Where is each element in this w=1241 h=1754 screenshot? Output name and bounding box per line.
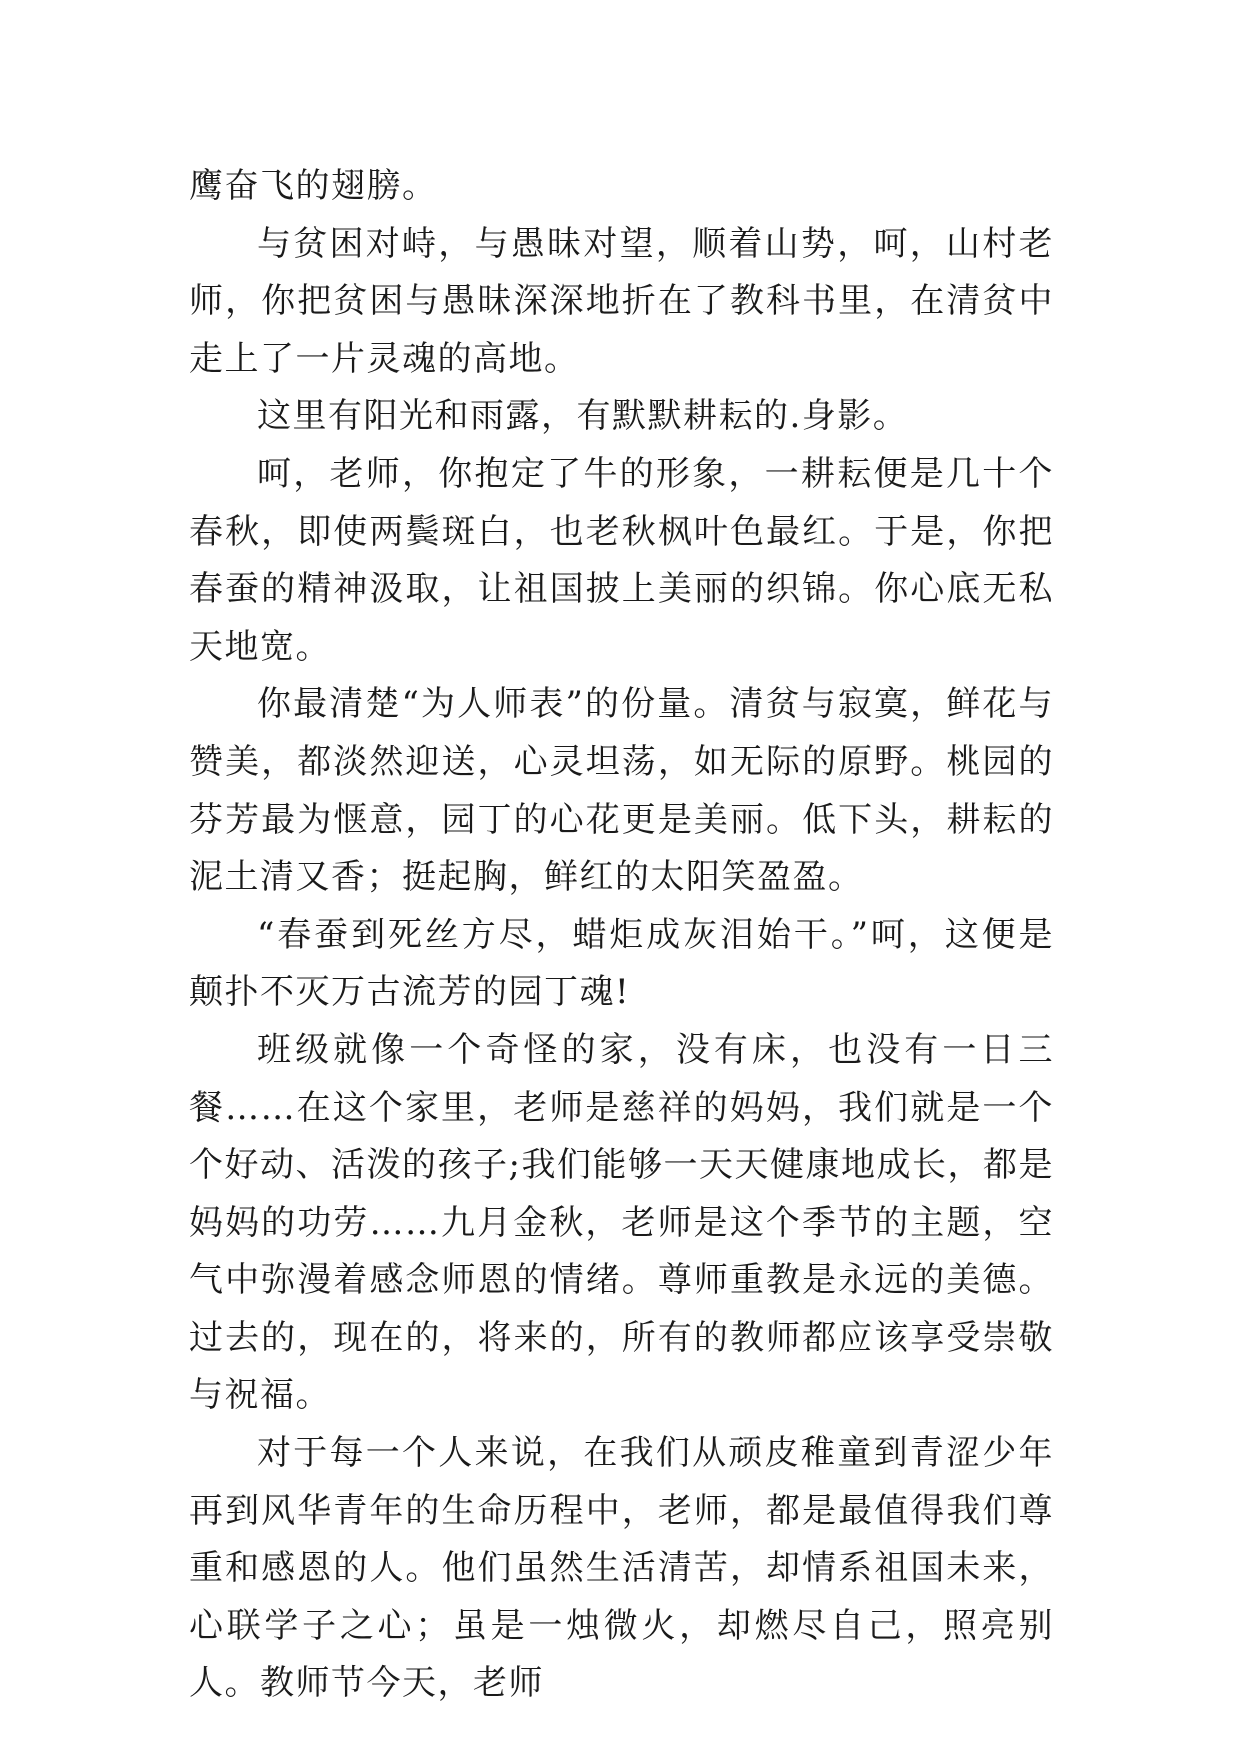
paragraph-8: 对于每一个人来说，在我们从顽皮稚童到青涩少年再到风华青年的生命历程中，老师，都是最值得我们尊重和感恩的人。他们虽然生活清苦，却情系祖国未来，心联学子之心；虽是一烛微火，却燃尽自己，照亮别人。教师节今天，老师 bbox=[189, 1433, 1054, 1704]
paragraph-5: 你最清楚“为人师表”的份量。清贫与寂寞，鲜花与赞美，都淡然迎送，心灵坦荡，如无际的原野。桃园的芬芳最为惬意，园丁的心花更是美丽。低下头，耕耘的泥土清又香；挺起胸，鲜红的太阳笑盈盈。 bbox=[189, 684, 1054, 898]
paragraph-3: 这里有阳光和雨露，有默默耕耘的.身影。 bbox=[257, 396, 909, 437]
paragraph-7: 班级就像一个奇怪的家，没有床，也没有一日三餐……在这个家里，老师是慈祥的妈妈，我们就是一个个好动、活泼的孩子;我们能够一天天健康地成长，都是妈妈的功劳……九月金秋，老师是这个季节的主题，空气中弥漫着感念师恩的情绪。尊师重教是永远的美德。过去的，现在的，将来的，所有的教师都应该享受崇敬与祝福。 bbox=[189, 1029, 1054, 1416]
document-body bbox=[189, 158, 1054, 1713]
paragraph-6: “春蚕到死丝方尽，蜡炬成灰泪始干。”呵，这便是颠扑不灭万古流芳的园丁魂! bbox=[189, 914, 1054, 1013]
paragraph-4: 呵，老师，你抱定了牛的形象，一耕耘便是几十个春秋，即使两鬓斑白，也老秋枫叶色最红。于是，你把春蚕的精神汲取，让祖国披上美丽的织锦。你心底无私天地宽。 bbox=[189, 453, 1054, 667]
paragraph-2: 与贫困对峙，与愚昧对望，顺着山势，呵，山村老师，你把贫困与愚昧深深地折在了教科书里，在清贫中走上了一片灵魂的高地。 bbox=[189, 223, 1054, 379]
paragraph-1: 鹰奋飞的翅膀。 bbox=[189, 166, 438, 206]
